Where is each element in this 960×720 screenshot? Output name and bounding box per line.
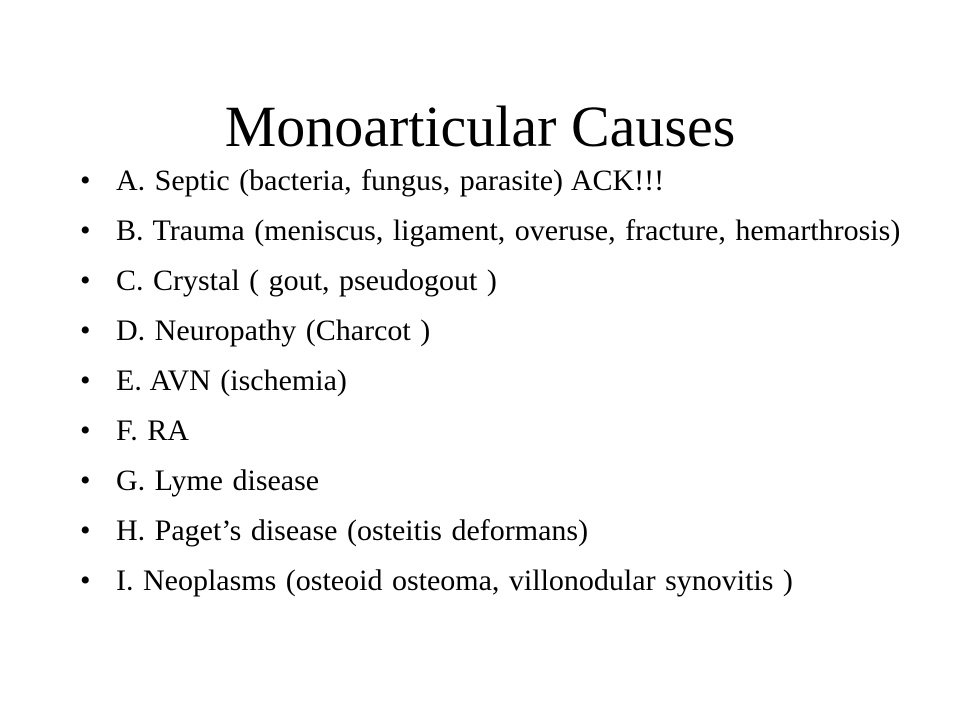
bullet-icon: • bbox=[80, 364, 91, 397]
bullet-text: F. RA bbox=[116, 414, 189, 447]
bullet-icon: • bbox=[80, 264, 91, 297]
bullet-text: E. AVN (ischemia) bbox=[116, 364, 347, 397]
bullet-text: D. Neuropathy (Charcot ) bbox=[116, 314, 431, 347]
bullet-text: H. Paget’s disease (osteitis deformans) bbox=[116, 514, 589, 547]
bullet-text: G. Lyme disease bbox=[116, 464, 320, 497]
bullet-text: B. Trauma (meniscus, ligament, overuse, fracture, hemarthrosis) bbox=[116, 214, 901, 247]
bullet-text: A. Septic (bacteria, fungus, parasite) ACK!!! bbox=[116, 164, 665, 197]
bullet-icon: • bbox=[80, 164, 91, 197]
bullet-list bbox=[80, 164, 920, 614]
bullet-icon: • bbox=[80, 564, 91, 597]
bullet-item-c bbox=[80, 264, 920, 298]
bullet-icon: • bbox=[80, 464, 91, 497]
bullet-item-h bbox=[80, 514, 920, 548]
bullet-item-i bbox=[80, 564, 920, 598]
bullet-icon: • bbox=[80, 214, 91, 247]
bullet-text: C. Crystal ( gout, pseudogout ) bbox=[116, 264, 497, 297]
bullet-text: I. Neoplasms (osteoid osteoma, villonodular synovitis ) bbox=[116, 564, 793, 597]
bullet-icon: • bbox=[80, 514, 91, 547]
bullet-item-a bbox=[80, 164, 920, 198]
bullet-item-b bbox=[80, 214, 920, 248]
bullet-icon: • bbox=[80, 414, 91, 447]
slide-title: Monoarticular Causes bbox=[224, 94, 736, 159]
bullet-item-g bbox=[80, 464, 920, 498]
bullet-item-e bbox=[80, 364, 920, 398]
bullet-item-d bbox=[80, 314, 920, 348]
bullet-item-f bbox=[80, 414, 920, 448]
bullet-icon: • bbox=[80, 314, 91, 347]
